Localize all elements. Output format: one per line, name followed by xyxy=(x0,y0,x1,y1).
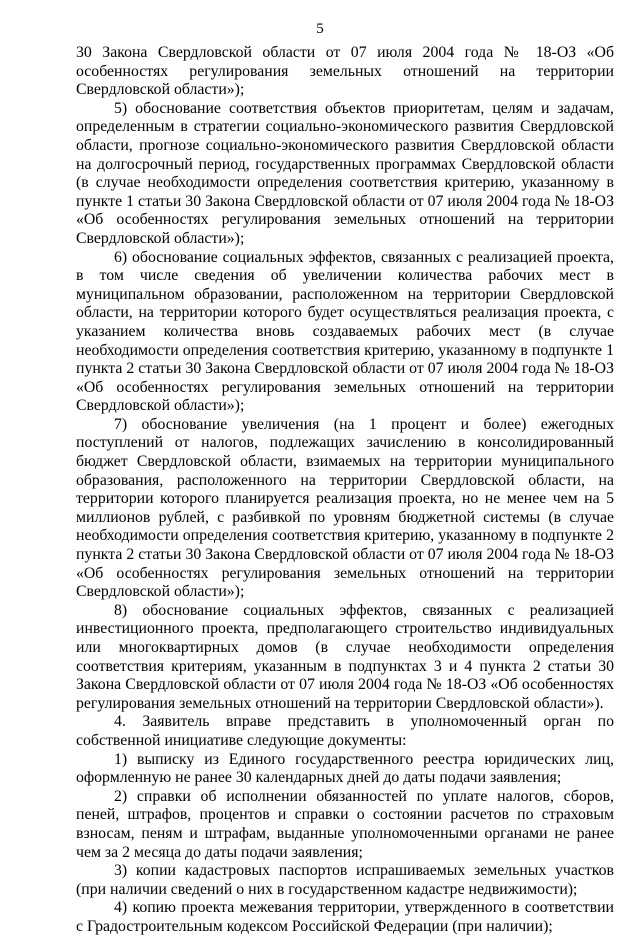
document-body xyxy=(76,44,614,937)
paragraph-item-6: 6) обоснование социальных эффектов, связанных с реализацией проекта, в том числе сведения об увеличении количества рабочих мест в муниципальном образовании, расположенном на территории Свердловской области, на территории которого будет осуществляться реализация проекта, с указанием количества вновь создаваемых рабочих мест (в случае необходимости определения соответствия критерию, указанному в подпункте 1 пункта 2 статьи 30 Закона Свердловской области от 07 июля 2004 года № 18-ОЗ «Об особенностях регулирования земельных отношений на территории Свердловской области»); xyxy=(76,248,614,415)
paragraph-subitem-4: 4) копию проекта межевания территории, утвержденного в соответствии с Градостроительным кодексом Российской Федерации (при наличии); xyxy=(76,899,614,935)
paragraph-item-7: 7) обоснование увеличения (на 1 процент и более) ежегодных поступлений от налогов, подлежащих зачислению в консолидированный бюджет Свердловской области, взимаемых на территории муниципального образования, расположенного на территории Свердловской области, на территории которого планируется реализация проекта, но не менее чем на 5 миллионов рублей, с разбивкой по уровням бюджетной системы (в случае необходимости определения соответствия критерию, указанному в подпункте 2 пункта 2 статьи 30 Закона Свердловской области от 07 июля 2004 года № 18-ОЗ «Об особенностях регулирования земельных отношений на территории Свердловской области»); xyxy=(76,415,614,601)
page-number: 5 xyxy=(316,21,324,37)
paragraph-section-4: 4. Заявитель вправе представить в уполномоченный орган по собственной инициативе следующие документы: xyxy=(76,713,614,749)
paragraph-subitem-2: 2) справки об исполнении обязанностей по уплате налогов, сборов, пеней, штрафов, процентов и справки о состоянии расчетов по страховым взносам, пеням и штрафам, выданные уполномоченными органами не ранее чем за 2 месяца до даты подачи заявления; xyxy=(76,787,614,861)
paragraph-item-5: 5) обоснование соответствия объектов приоритетам, целям и задачам, определенным в стратегии социально-экономического развития Свердловской области, прогнозе социально-экономического развития Свердловской области на долгосрочный период, государственных программах Свердловской области (в случае необходимости определения соответствия критерию, указанному в пункте 1 статьи 30 Закона Свердловской области от 07 июля 2004 года № 18-ОЗ «Об особенностях регулирования земельных отношений на территории Свердловской области»); xyxy=(76,99,614,247)
paragraph-subitem-3: 3) копии кадастровых паспортов испрашиваемых земельных участков (при наличии сведений о них в государственном кадастре недвижимости); xyxy=(76,862,614,898)
paragraph-item-8: 8) обоснование социальных эффектов, связанных с реализацией инвестиционного проекта, предполагающего строительство индивидуальных или многоквартирных домов (в случае необходимости определения соответствия критериям, указанным в подпунктах 3 и 4 пункта 2 статьи 30 Закона Свердловской области от 07 июля 2004 года № 18-ОЗ «Об особенностях регулирования земельных отношений на территории Свердловской области»). xyxy=(76,601,614,712)
paragraph-subitem-1: 1) выписку из Единого государственного реестра юридических лиц, оформленную не ранее 30 календарных дней до даты подачи заявления; xyxy=(76,750,614,787)
paragraph-continuation: 30 Закона Свердловской области от 07 июля 2004 года № 18-ОЗ «Об особенностях регулирования земельных отношений на территории Свердловской области»); xyxy=(76,44,614,99)
